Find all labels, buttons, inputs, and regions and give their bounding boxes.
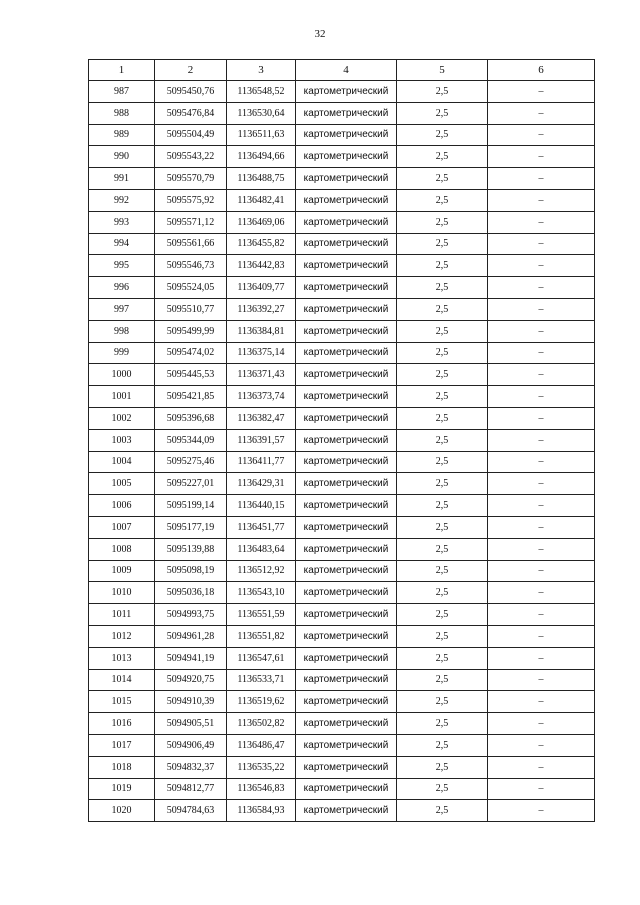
cell-y-coordinate: 1136384,81 — [227, 320, 296, 342]
cell-x-coordinate: 5095139,88 — [155, 538, 227, 560]
cell-point-number: 1019 — [89, 778, 155, 800]
cell-point-number: 997 — [89, 298, 155, 320]
cell-description: – — [488, 778, 595, 800]
table-row — [89, 800, 595, 822]
cell-method: картометрический — [296, 189, 397, 211]
cell-accuracy: 2,5 — [397, 538, 488, 560]
cell-accuracy: 2,5 — [397, 604, 488, 626]
cell-accuracy: 2,5 — [397, 277, 488, 299]
table-body — [89, 81, 595, 822]
cell-description: – — [488, 604, 595, 626]
cell-method: картометрический — [296, 81, 397, 103]
cell-description: – — [488, 473, 595, 495]
cell-method: картометрический — [296, 647, 397, 669]
cell-accuracy: 2,5 — [397, 102, 488, 124]
cell-description: – — [488, 451, 595, 473]
cell-y-coordinate: 1136511,63 — [227, 124, 296, 146]
cell-description: – — [488, 81, 595, 103]
cell-point-number: 990 — [89, 146, 155, 168]
column-header-5: 5 — [397, 60, 488, 81]
cell-y-coordinate: 1136584,93 — [227, 800, 296, 822]
table-row — [89, 364, 595, 386]
cell-method: картометрический — [296, 386, 397, 408]
cell-accuracy: 2,5 — [397, 647, 488, 669]
cell-description: – — [488, 734, 595, 756]
cell-description: – — [488, 669, 595, 691]
cell-x-coordinate: 5095499,99 — [155, 320, 227, 342]
cell-point-number: 987 — [89, 81, 155, 103]
cell-method: картометрический — [296, 168, 397, 190]
cell-y-coordinate: 1136483,64 — [227, 538, 296, 560]
table-row — [89, 277, 595, 299]
cell-method: картометрический — [296, 778, 397, 800]
table-row — [89, 538, 595, 560]
cell-accuracy: 2,5 — [397, 734, 488, 756]
cell-description: – — [488, 407, 595, 429]
cell-accuracy: 2,5 — [397, 778, 488, 800]
cell-description: – — [488, 538, 595, 560]
cell-accuracy: 2,5 — [397, 451, 488, 473]
cell-method: картометрический — [296, 102, 397, 124]
cell-y-coordinate: 1136486,47 — [227, 734, 296, 756]
cell-x-coordinate: 5094784,63 — [155, 800, 227, 822]
table-row — [89, 604, 595, 626]
table-row — [89, 386, 595, 408]
cell-method: картометрический — [296, 538, 397, 560]
cell-point-number: 1013 — [89, 647, 155, 669]
cell-x-coordinate: 5095199,14 — [155, 495, 227, 517]
cell-method: картометрический — [296, 669, 397, 691]
cell-description: – — [488, 168, 595, 190]
cell-point-number: 1007 — [89, 516, 155, 538]
cell-x-coordinate: 5095510,77 — [155, 298, 227, 320]
table-row — [89, 342, 595, 364]
cell-point-number: 994 — [89, 233, 155, 255]
cell-description: – — [488, 298, 595, 320]
column-header-2: 2 — [155, 60, 227, 81]
cell-y-coordinate: 1136488,75 — [227, 168, 296, 190]
cell-method: картометрический — [296, 211, 397, 233]
cell-point-number: 1000 — [89, 364, 155, 386]
cell-point-number: 988 — [89, 102, 155, 124]
table-row — [89, 81, 595, 103]
cell-description: – — [488, 189, 595, 211]
cell-method: картометрический — [296, 277, 397, 299]
table-row — [89, 560, 595, 582]
cell-y-coordinate: 1136373,74 — [227, 386, 296, 408]
cell-point-number: 1002 — [89, 407, 155, 429]
cell-y-coordinate: 1136455,82 — [227, 233, 296, 255]
cell-x-coordinate: 5095476,84 — [155, 102, 227, 124]
cell-x-coordinate: 5095227,01 — [155, 473, 227, 495]
cell-accuracy: 2,5 — [397, 189, 488, 211]
cell-description: – — [488, 364, 595, 386]
cell-y-coordinate: 1136371,43 — [227, 364, 296, 386]
cell-point-number: 1009 — [89, 560, 155, 582]
cell-accuracy: 2,5 — [397, 582, 488, 604]
cell-point-number: 1001 — [89, 386, 155, 408]
cell-x-coordinate: 5095575,92 — [155, 189, 227, 211]
cell-x-coordinate: 5094993,75 — [155, 604, 227, 626]
cell-description: – — [488, 647, 595, 669]
cell-accuracy: 2,5 — [397, 298, 488, 320]
cell-y-coordinate: 1136382,47 — [227, 407, 296, 429]
table-row — [89, 189, 595, 211]
cell-accuracy: 2,5 — [397, 364, 488, 386]
cell-method: картометрический — [296, 342, 397, 364]
cell-method: картометрический — [296, 255, 397, 277]
table-row — [89, 734, 595, 756]
cell-accuracy: 2,5 — [397, 386, 488, 408]
table-row — [89, 669, 595, 691]
column-header-1: 1 — [89, 60, 155, 81]
cell-description: – — [488, 102, 595, 124]
table-row — [89, 102, 595, 124]
cell-x-coordinate: 5094910,39 — [155, 691, 227, 713]
cell-point-number: 1016 — [89, 713, 155, 735]
cell-description: – — [488, 582, 595, 604]
table-row — [89, 713, 595, 735]
table-row — [89, 320, 595, 342]
cell-method: картометрический — [296, 124, 397, 146]
cell-x-coordinate: 5094812,77 — [155, 778, 227, 800]
table-row — [89, 168, 595, 190]
cell-accuracy: 2,5 — [397, 713, 488, 735]
cell-accuracy: 2,5 — [397, 516, 488, 538]
table-row — [89, 146, 595, 168]
cell-description: – — [488, 625, 595, 647]
cell-point-number: 1012 — [89, 625, 155, 647]
cell-description: – — [488, 516, 595, 538]
column-header-3: 3 — [227, 60, 296, 81]
cell-point-number: 1004 — [89, 451, 155, 473]
cell-accuracy: 2,5 — [397, 625, 488, 647]
cell-description: – — [488, 800, 595, 822]
cell-y-coordinate: 1136392,27 — [227, 298, 296, 320]
cell-x-coordinate: 5094905,51 — [155, 713, 227, 735]
cell-point-number: 1017 — [89, 734, 155, 756]
cell-y-coordinate: 1136512,92 — [227, 560, 296, 582]
cell-method: картометрический — [296, 756, 397, 778]
cell-y-coordinate: 1136543,10 — [227, 582, 296, 604]
table-row — [89, 647, 595, 669]
cell-y-coordinate: 1136548,52 — [227, 81, 296, 103]
cell-point-number: 992 — [89, 189, 155, 211]
cell-accuracy: 2,5 — [397, 756, 488, 778]
cell-y-coordinate: 1136451,77 — [227, 516, 296, 538]
cell-x-coordinate: 5095275,46 — [155, 451, 227, 473]
cell-accuracy: 2,5 — [397, 233, 488, 255]
cell-point-number: 1008 — [89, 538, 155, 560]
table-row — [89, 778, 595, 800]
cell-accuracy: 2,5 — [397, 800, 488, 822]
cell-accuracy: 2,5 — [397, 407, 488, 429]
table-row — [89, 124, 595, 146]
cell-x-coordinate: 5095036,18 — [155, 582, 227, 604]
cell-y-coordinate: 1136442,83 — [227, 255, 296, 277]
cell-x-coordinate: 5095421,85 — [155, 386, 227, 408]
table-row — [89, 582, 595, 604]
cell-method: картометрический — [296, 233, 397, 255]
cell-description: – — [488, 233, 595, 255]
cell-description: – — [488, 124, 595, 146]
cell-method: картометрический — [296, 582, 397, 604]
cell-method: картометрический — [296, 560, 397, 582]
cell-y-coordinate: 1136502,82 — [227, 713, 296, 735]
cell-description: – — [488, 713, 595, 735]
cell-y-coordinate: 1136409,77 — [227, 277, 296, 299]
cell-method: картометрический — [296, 429, 397, 451]
cell-description: – — [488, 255, 595, 277]
cell-method: картометрический — [296, 146, 397, 168]
table-row — [89, 756, 595, 778]
table-row — [89, 516, 595, 538]
cell-method: картометрический — [296, 800, 397, 822]
cell-accuracy: 2,5 — [397, 669, 488, 691]
cell-method: картометрический — [296, 734, 397, 756]
cell-x-coordinate: 5095546,73 — [155, 255, 227, 277]
cell-point-number: 1014 — [89, 669, 155, 691]
cell-description: – — [488, 756, 595, 778]
cell-y-coordinate: 1136469,06 — [227, 211, 296, 233]
cell-point-number: 989 — [89, 124, 155, 146]
cell-accuracy: 2,5 — [397, 255, 488, 277]
cell-y-coordinate: 1136551,82 — [227, 625, 296, 647]
cell-y-coordinate: 1136429,31 — [227, 473, 296, 495]
table-row — [89, 429, 595, 451]
cell-description: – — [488, 146, 595, 168]
cell-point-number: 993 — [89, 211, 155, 233]
table-row — [89, 473, 595, 495]
cell-point-number: 1011 — [89, 604, 155, 626]
cell-y-coordinate: 1136411,77 — [227, 451, 296, 473]
cell-x-coordinate: 5095474,02 — [155, 342, 227, 364]
cell-description: – — [488, 429, 595, 451]
cell-y-coordinate: 1136494,66 — [227, 146, 296, 168]
cell-x-coordinate: 5094832,37 — [155, 756, 227, 778]
cell-description: – — [488, 691, 595, 713]
cell-y-coordinate: 1136546,83 — [227, 778, 296, 800]
cell-method: картометрический — [296, 495, 397, 517]
cell-x-coordinate: 5095098,19 — [155, 560, 227, 582]
page-number: 32 — [314, 28, 326, 40]
cell-point-number: 999 — [89, 342, 155, 364]
cell-accuracy: 2,5 — [397, 495, 488, 517]
cell-y-coordinate: 1136375,14 — [227, 342, 296, 364]
cell-point-number: 1006 — [89, 495, 155, 517]
cell-y-coordinate: 1136519,62 — [227, 691, 296, 713]
cell-x-coordinate: 5095344,09 — [155, 429, 227, 451]
cell-x-coordinate: 5095396,68 — [155, 407, 227, 429]
cell-x-coordinate: 5094920,75 — [155, 669, 227, 691]
cell-x-coordinate: 5095571,12 — [155, 211, 227, 233]
coordinates-table — [88, 59, 595, 822]
cell-accuracy: 2,5 — [397, 560, 488, 582]
cell-point-number: 1020 — [89, 800, 155, 822]
cell-description: – — [488, 495, 595, 517]
cell-accuracy: 2,5 — [397, 124, 488, 146]
cell-x-coordinate: 5094961,28 — [155, 625, 227, 647]
cell-method: картометрический — [296, 604, 397, 626]
cell-y-coordinate: 1136530,64 — [227, 102, 296, 124]
cell-description: – — [488, 342, 595, 364]
cell-x-coordinate: 5095177,19 — [155, 516, 227, 538]
cell-point-number: 1015 — [89, 691, 155, 713]
cell-method: картометрический — [296, 407, 397, 429]
cell-accuracy: 2,5 — [397, 320, 488, 342]
cell-y-coordinate: 1136440,15 — [227, 495, 296, 517]
cell-method: картометрический — [296, 364, 397, 386]
cell-accuracy: 2,5 — [397, 342, 488, 364]
cell-x-coordinate: 5095561,66 — [155, 233, 227, 255]
table-row — [89, 691, 595, 713]
cell-accuracy: 2,5 — [397, 81, 488, 103]
cell-point-number: 991 — [89, 168, 155, 190]
cell-x-coordinate: 5095450,76 — [155, 81, 227, 103]
cell-point-number: 998 — [89, 320, 155, 342]
cell-x-coordinate: 5094941,19 — [155, 647, 227, 669]
table-row — [89, 495, 595, 517]
cell-x-coordinate: 5095543,22 — [155, 146, 227, 168]
cell-method: картометрический — [296, 625, 397, 647]
cell-y-coordinate: 1136551,59 — [227, 604, 296, 626]
cell-point-number: 1010 — [89, 582, 155, 604]
cell-x-coordinate: 5094906,49 — [155, 734, 227, 756]
cell-method: картометрический — [296, 516, 397, 538]
cell-description: – — [488, 386, 595, 408]
table-header-row — [89, 60, 595, 81]
column-header-6: 6 — [488, 60, 595, 81]
cell-accuracy: 2,5 — [397, 473, 488, 495]
cell-method: картометрический — [296, 298, 397, 320]
table-row — [89, 233, 595, 255]
cell-method: картометрический — [296, 320, 397, 342]
cell-method: картометрический — [296, 473, 397, 495]
cell-point-number: 996 — [89, 277, 155, 299]
cell-accuracy: 2,5 — [397, 168, 488, 190]
cell-point-number: 995 — [89, 255, 155, 277]
table-row — [89, 298, 595, 320]
table-row — [89, 211, 595, 233]
cell-description: – — [488, 320, 595, 342]
cell-accuracy: 2,5 — [397, 429, 488, 451]
cell-y-coordinate: 1136482,41 — [227, 189, 296, 211]
cell-method: картометрический — [296, 451, 397, 473]
table-row — [89, 255, 595, 277]
cell-x-coordinate: 5095570,79 — [155, 168, 227, 190]
cell-y-coordinate: 1136533,71 — [227, 669, 296, 691]
cell-y-coordinate: 1136535,22 — [227, 756, 296, 778]
cell-y-coordinate: 1136547,61 — [227, 647, 296, 669]
table-row — [89, 625, 595, 647]
cell-x-coordinate: 5095504,49 — [155, 124, 227, 146]
cell-description: – — [488, 277, 595, 299]
column-header-4: 4 — [296, 60, 397, 81]
cell-description: – — [488, 560, 595, 582]
cell-y-coordinate: 1136391,57 — [227, 429, 296, 451]
cell-point-number: 1018 — [89, 756, 155, 778]
cell-x-coordinate: 5095524,05 — [155, 277, 227, 299]
cell-accuracy: 2,5 — [397, 211, 488, 233]
cell-point-number: 1003 — [89, 429, 155, 451]
table-row — [89, 451, 595, 473]
cell-x-coordinate: 5095445,53 — [155, 364, 227, 386]
cell-method: картометрический — [296, 691, 397, 713]
cell-method: картометрический — [296, 713, 397, 735]
cell-accuracy: 2,5 — [397, 146, 488, 168]
cell-point-number: 1005 — [89, 473, 155, 495]
cell-description: – — [488, 211, 595, 233]
cell-accuracy: 2,5 — [397, 691, 488, 713]
table-row — [89, 407, 595, 429]
